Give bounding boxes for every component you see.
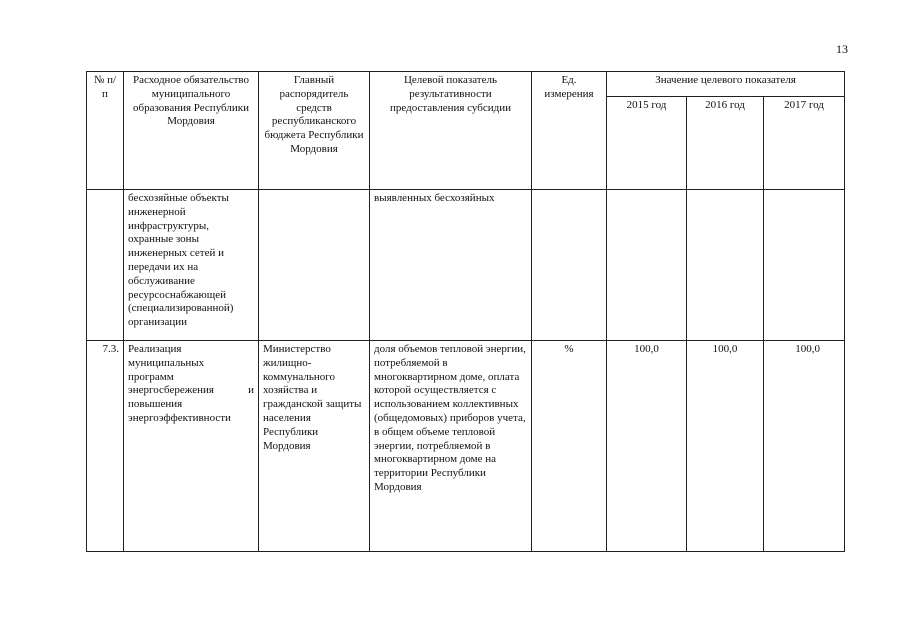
table-row — [87, 190, 845, 341]
row-value-2017: 100,0 — [764, 341, 845, 552]
row-manager — [259, 190, 370, 341]
header-year-2015: 2015 год — [607, 97, 687, 190]
row-unit: % — [532, 341, 607, 552]
row-obligation — [124, 341, 259, 552]
row-value-2015 — [607, 190, 687, 341]
row-indicator: выявленных бесхозяйных — [370, 190, 532, 341]
header-unit: Ед. измерения — [532, 72, 607, 190]
header-num: № п/п — [87, 72, 124, 190]
header-target-group: Значение целевого показателя — [607, 72, 845, 97]
obligation-line: энергосбережения и — [128, 384, 254, 397]
row-value-2016 — [687, 190, 764, 341]
header-manager: Главный распорядитель средств республиканского бюджета Республики Мордовия — [259, 72, 370, 190]
row-manager: Министерство жилищно-коммунального хозяйства и гражданской защиты населения Республики Мордовия — [259, 341, 370, 552]
header-year-2016: 2016 год — [687, 97, 764, 190]
row-value-2017 — [764, 190, 845, 341]
obligation-line: энергоэффективности — [128, 411, 231, 424]
obligation-line: повышения — [128, 398, 183, 411]
header-row-top — [87, 72, 845, 97]
row-unit — [532, 190, 607, 341]
page-number: 13 — [836, 42, 848, 56]
header-indicator: Целевой показатель результативности предоставления субсидии — [370, 72, 532, 190]
row-indicator: доля объемов тепловой энергии, потребляемой в многоквартирном доме, оплата которой осуществляется с использованием коллективных (общедомовых) приборов учета, в общем объеме тепловой энергии, потребляемой в многоквартирном доме на территории Республики Мордовия — [370, 341, 532, 552]
row-value-2016: 100,0 — [687, 341, 764, 552]
table-row — [87, 341, 845, 552]
row-num — [87, 190, 124, 341]
header-obligation: Расходное обязательство муниципального образования Республики Мордовия — [124, 72, 259, 190]
target-indicators-table — [86, 71, 845, 552]
header-year-2017: 2017 год — [764, 97, 845, 190]
obligation-line: программ — [128, 370, 174, 383]
obligation-line: Реализация — [128, 343, 182, 355]
obligation-line: муниципальных — [128, 356, 205, 369]
row-num: 7.3. — [87, 341, 124, 552]
row-obligation: бесхозяйные объекты инженерной инфраструктуры, охранные зоны инженерных сетей и передачи их на обслуживание ресурсоснабжающей (специализированной) организации — [124, 190, 259, 341]
row-value-2015: 100,0 — [607, 341, 687, 552]
